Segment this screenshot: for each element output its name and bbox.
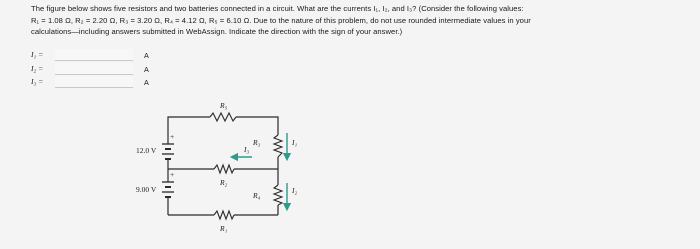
problem-line-2: R₁ = 1.08 Ω, R₂ = 2.20 Ω, R₃ = 3.20 Ω, R₄ = 4.12 Ω, R₅ = 6.10 Ω. Due to the nature of this problem, do not use rounded intermediate values in your	[31, 15, 531, 25]
resistor-r4	[274, 185, 282, 205]
battery-top-label: 12.0 V	[136, 146, 157, 155]
answer-label-i3: I₃ =	[31, 77, 44, 86]
label-r4: R₄	[253, 191, 261, 200]
battery-bottom-plus: +	[170, 170, 175, 179]
answer-row-i2	[31, 63, 171, 77]
resistor-r1	[214, 211, 234, 219]
problem-text	[31, 3, 693, 38]
battery-bottom-label: 9.00 V	[136, 185, 157, 194]
answer-unit-i3: A	[144, 78, 149, 87]
answer-unit-i2: A	[144, 64, 149, 74]
answer-row-i1	[31, 49, 171, 63]
resistor-r2	[214, 165, 234, 173]
answer-input-i3[interactable]	[55, 76, 133, 88]
label-r2: R₂	[220, 178, 228, 187]
answer-label-i2: I₂ =	[31, 63, 44, 73]
answer-input-i2[interactable]	[55, 63, 133, 75]
answer-label-i1: I₁ =	[31, 50, 44, 59]
label-r3: R₃	[253, 138, 261, 147]
label-r5: R₅	[220, 101, 228, 110]
answer-section	[31, 49, 171, 90]
resistor-r3	[274, 135, 282, 157]
answer-unit-i1: A	[144, 51, 149, 60]
problem-line-1: The figure below shows five resistors and two batteries connected in a circuit. What are the currents I₁, I₂, and I₃? (Consider the following values:	[31, 4, 524, 13]
resistor-r5	[210, 113, 236, 121]
problem-line-3: calculations—including answers submitted in WebAssign. Indicate the direction with the sign of your answer.)	[31, 27, 403, 37]
label-i1: I₁	[292, 138, 298, 147]
label-r1: R₁	[220, 224, 228, 233]
label-i2: I₂	[292, 186, 298, 195]
answer-row-i3	[31, 76, 171, 90]
label-i3: I₃	[244, 145, 250, 154]
answer-input-i1[interactable]	[55, 49, 133, 61]
circuit-diagram	[130, 95, 310, 245]
battery-top-plus: +	[170, 132, 175, 141]
wire-top	[168, 117, 278, 131]
